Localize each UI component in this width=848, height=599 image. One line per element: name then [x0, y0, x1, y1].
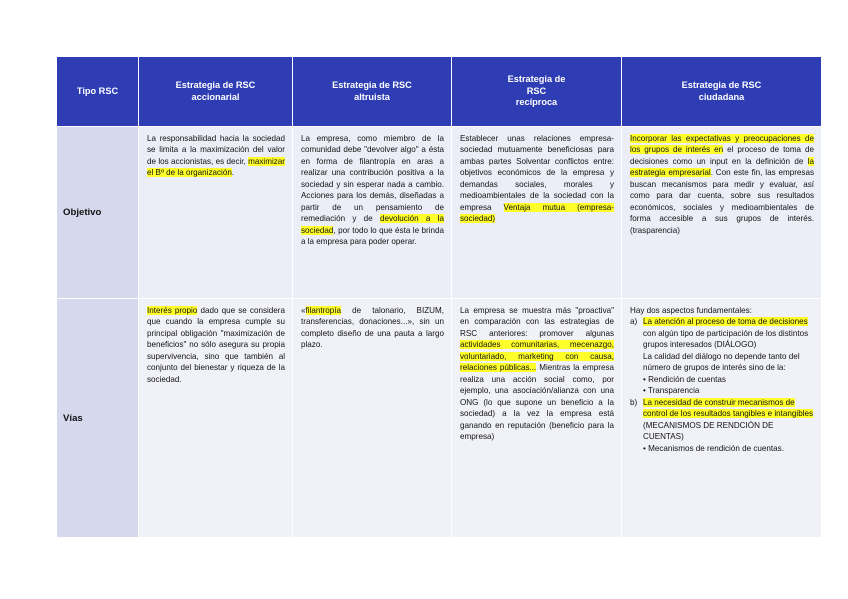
- header-accionarial: Estrategia de RSC accionarial: [139, 57, 293, 126]
- vias-altruista: «filantropía de talonario, BIZUM, transferencias, donaciones...», sin un completo diseño de una pauta a largo plazo.: [293, 298, 452, 537]
- row-label-objetivo: Objetivo: [57, 126, 139, 298]
- vias-ciudadana: Hay dos aspectos fundamentales: a) La atención al proceso de toma de decisiones con algún tipo de participación de los distintos grupos interesados (DIÁLOGO) La calidad del diálogo no depende tanto del número de grupos de interés sino de la: • Rendición de cuentas • Transparencia b) La necesidad de construir mecanismos de control de los resultados tangibles e intangibles (MECANISMOS DE RENDCIÓN DE CUENTAS) • Mecanismos de rendición de cuentas.: [622, 298, 821, 537]
- rsc-table: [57, 57, 821, 537]
- objetivo-altruista: La empresa, como miembro de la comunidad debe "devolver algo" a ésta en forma de filantropía en aras a realizar una contribución positiva a la sociedad y sin esperar nada a cambio. Acciones para los demás, diseñadas a partir de un pensamiento de remediación y de devolución a la sociedad, por todo lo que ésta le brinda a la empresa para poder operar.: [293, 126, 452, 298]
- header-reciproca: Estrategia de RSC recíproca: [452, 57, 622, 126]
- row-label-vias: Vías: [57, 298, 139, 537]
- vias-reciproca: La empresa se muestra más "proactiva" en comparación con las estrategias de RSC anteriores: promover algunas actividades comunitarias, mecenazgo, voluntariado, marketing con causa, relaciones públicas... Mientras la empresa realiza una acción social como, por ejemplo, una asociación/alianza con una ONG (lo que supone un beneficio a la sociedad) a la vez la empresa está ganando en reputación (beneficio para la empresa): [452, 298, 622, 537]
- header-altruista: Estrategia de RSC altruista: [293, 57, 452, 126]
- objetivo-reciproca: Establecer unas relaciones empresa-sociedad mutuamente beneficiosas para ambas partes Solventar conflictos entre: objetivos económicos de la empresa y demandas sociales, morales y medioambientales de la sociedad con la empresa Ventaja mutua (empresa-sociedad): [452, 126, 622, 298]
- objetivo-ciudadana: Incorporar las expectativas y preocupaciones de los grupos de interés en el proceso de toma de decisiones como un input en la definición de la estrategia empresarial. Con este fin, las empresas buscan mecanismos para medir y evaluar, así como para dar cuenta, sobre sus resultados económicos, sociales y medioambientales de forma accesible a sus grupos de interés. (trasparencia): [622, 126, 821, 298]
- vias-accionarial: Interés propio dado que se considera que cuando la empresa cumple su principal obligación "maximización de beneficios" no sólo asegura su propia supervivencia, sino que también al conjunto del bienestar y riqueza de la sociedad.: [139, 298, 293, 537]
- header-tipo-rsc: Tipo RSC: [57, 57, 139, 126]
- objetivo-accionarial: La responsabilidad hacia la sociedad se limita a la maximización del valor de los accionistas, es decir, maximizar el Bº de la organización.: [139, 126, 293, 298]
- header-ciudadana: Estrategia de RSC ciudadana: [622, 57, 821, 126]
